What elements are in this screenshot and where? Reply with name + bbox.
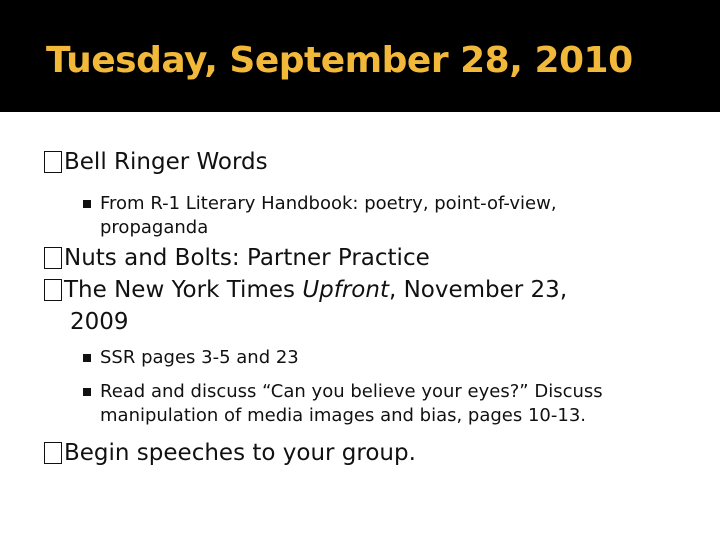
slide-title: Tuesday, September 28, 2010 [46,40,633,81]
bullet-nyt-upfront [44,274,568,335]
sub-bullet-line: manipulation of media images and bias, pages 10-13. [100,405,587,426]
sub-bullet-line: From R-1 Literary Handbook: poetry, point-of-view, [100,193,557,214]
bullet-text-continued: 2009 [70,309,129,335]
missing-glyph-icon [44,442,62,464]
bullet-text: , November 23, [388,277,568,303]
bullet-text: Nuts and Bolts: Partner Practice [64,245,430,271]
bullet-bell-ringer [44,146,268,178]
sub-bullet-line: propaganda [100,217,209,238]
square-bullet-icon [83,200,91,208]
bullet-text: Begin speeches to your group. [64,440,416,466]
missing-glyph-icon [44,279,62,301]
bullet-text: Bell Ringer Words [64,149,268,175]
square-bullet-icon [83,354,91,362]
square-bullet-icon [83,388,91,396]
missing-glyph-icon [44,247,62,269]
sub-bullet-line: Read and discuss “Can you believe your eyes?” Discuss [100,381,603,402]
bullet-text: The New York Times [64,277,303,303]
missing-glyph-icon [44,151,62,173]
bullet-nuts-bolts [44,242,430,274]
bullet-speeches [44,437,416,469]
sub-bullet-line: SSR pages 3-5 and 23 [100,347,299,368]
publication-name: Upfront [302,277,389,303]
